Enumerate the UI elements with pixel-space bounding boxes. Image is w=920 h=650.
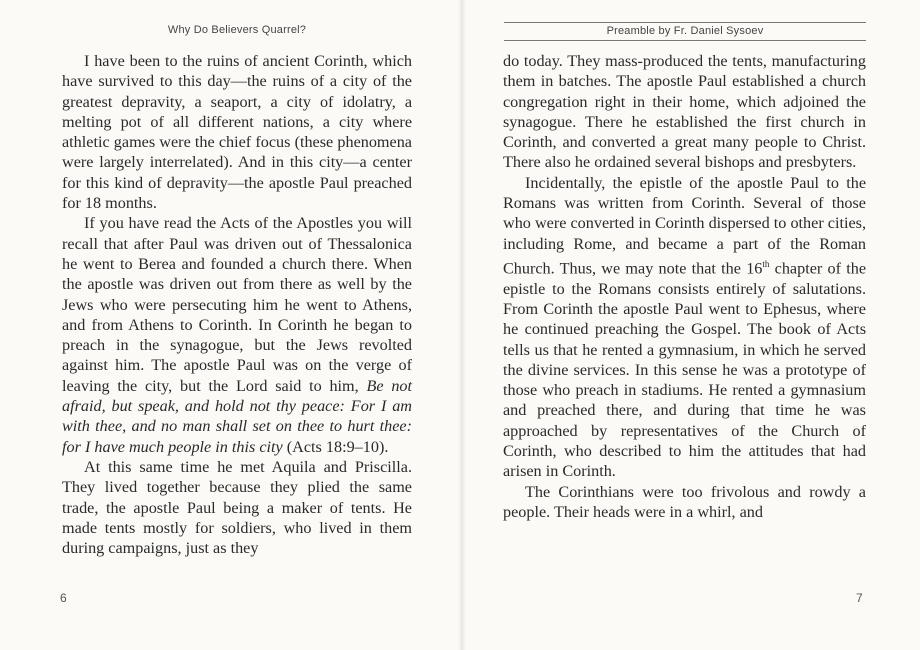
paragraph-continuation: do today. They mass-produced the tents, manufacturing them in batches. The apostle Paul established a church congregation right in their home, which adjoined the synagogue. There he established the first church in Corinth, and converted a great many people to Christ. There also he ordained several bishops and presbyters. bbox=[503, 52, 866, 172]
scripture-quote: Be not afraid, but speak, and hold not thy peace: For I am with thee, and no man shall set on thee to hurt thee: for I have much people in this city bbox=[62, 376, 412, 456]
book-gutter bbox=[458, 0, 466, 650]
ordinal-suffix: th bbox=[762, 258, 770, 269]
paragraph-acts-apostles bbox=[62, 213, 412, 457]
left-page-text bbox=[62, 51, 412, 558]
paragraph-aquila-priscilla: At this same time he met Aquila and Priscilla. They lived together because they plied the same trade, the apostle Paul being a maker of tents. He made tents mostly for soldiers, who lived in them during campaigns, just as they bbox=[62, 457, 412, 558]
paragraph-corinthians-frivolous: The Corinthians were too frivolous and rowdy a people. Their heads were in a whirl, and bbox=[503, 482, 866, 521]
paragraph-corinth-ruins: I have been to the ruins of ancient Corinth, which have survived to this day—the ruins of a city of the greatest depravity, a seaport, a city of idolatry, a melting pot of all different nations, a city where athletic games were the chief focus (these phenomena were largely interrelated). And in this city—a center for this kind of depravity—the apostle Paul preached for 18 months. bbox=[62, 52, 412, 213]
page-number-right: 7 bbox=[856, 591, 863, 605]
paragraph-romans-part-2: chapter of the epistle to the Romans consists entirely of salutations. From Corinth the apostle Paul went to Ephesus, where he continued preaching the Gospel. The book of Acts tells us that he rented a gymnasium, in which he served the divine services. In this sense he was a prototype of those who preach in stadiums. He rented a gymnasium and preached there, and during that time he was approached by representatives of the Church of Corinth, who described to him the attitudes that had arisen in Corinth. bbox=[503, 259, 867, 481]
scripture-citation: (Acts 18:9–10). bbox=[286, 437, 389, 456]
right-page bbox=[462, 0, 920, 650]
running-head-left: Why Do Believers Quarrel? bbox=[167, 24, 307, 36]
running-head-right: Preamble by Fr. Daniel Sysoev bbox=[504, 22, 866, 41]
ordinal-number: 16 bbox=[746, 259, 763, 278]
page-number-left: 6 bbox=[60, 591, 67, 605]
paragraph-epistle-romans bbox=[503, 173, 866, 482]
paragraph-romans-part-1: Incidentally, the epistle of the apostle Paul to the Romans was written from Corinth. Several of those who were converted in Corinth dispersed to other cities, including Rome, and became a part of the Roman Church. Thus, we may note that the bbox=[503, 173, 866, 278]
right-page-text bbox=[503, 51, 866, 522]
paragraph-acts-text: If you have read the Acts of the Apostles you will recall that after Paul was driven out of Thessalonica he went to Berea and founded a church there. When the apostle was driven out from there as well by the Jews who were persecuting him he went to Athens, and from Athens to Corinth. In Corinth he began to preach in the synagogue, but the Jews revolted against him. The apostle Paul was on the verge of leaving the city, but the Lord said to him, bbox=[62, 214, 412, 395]
